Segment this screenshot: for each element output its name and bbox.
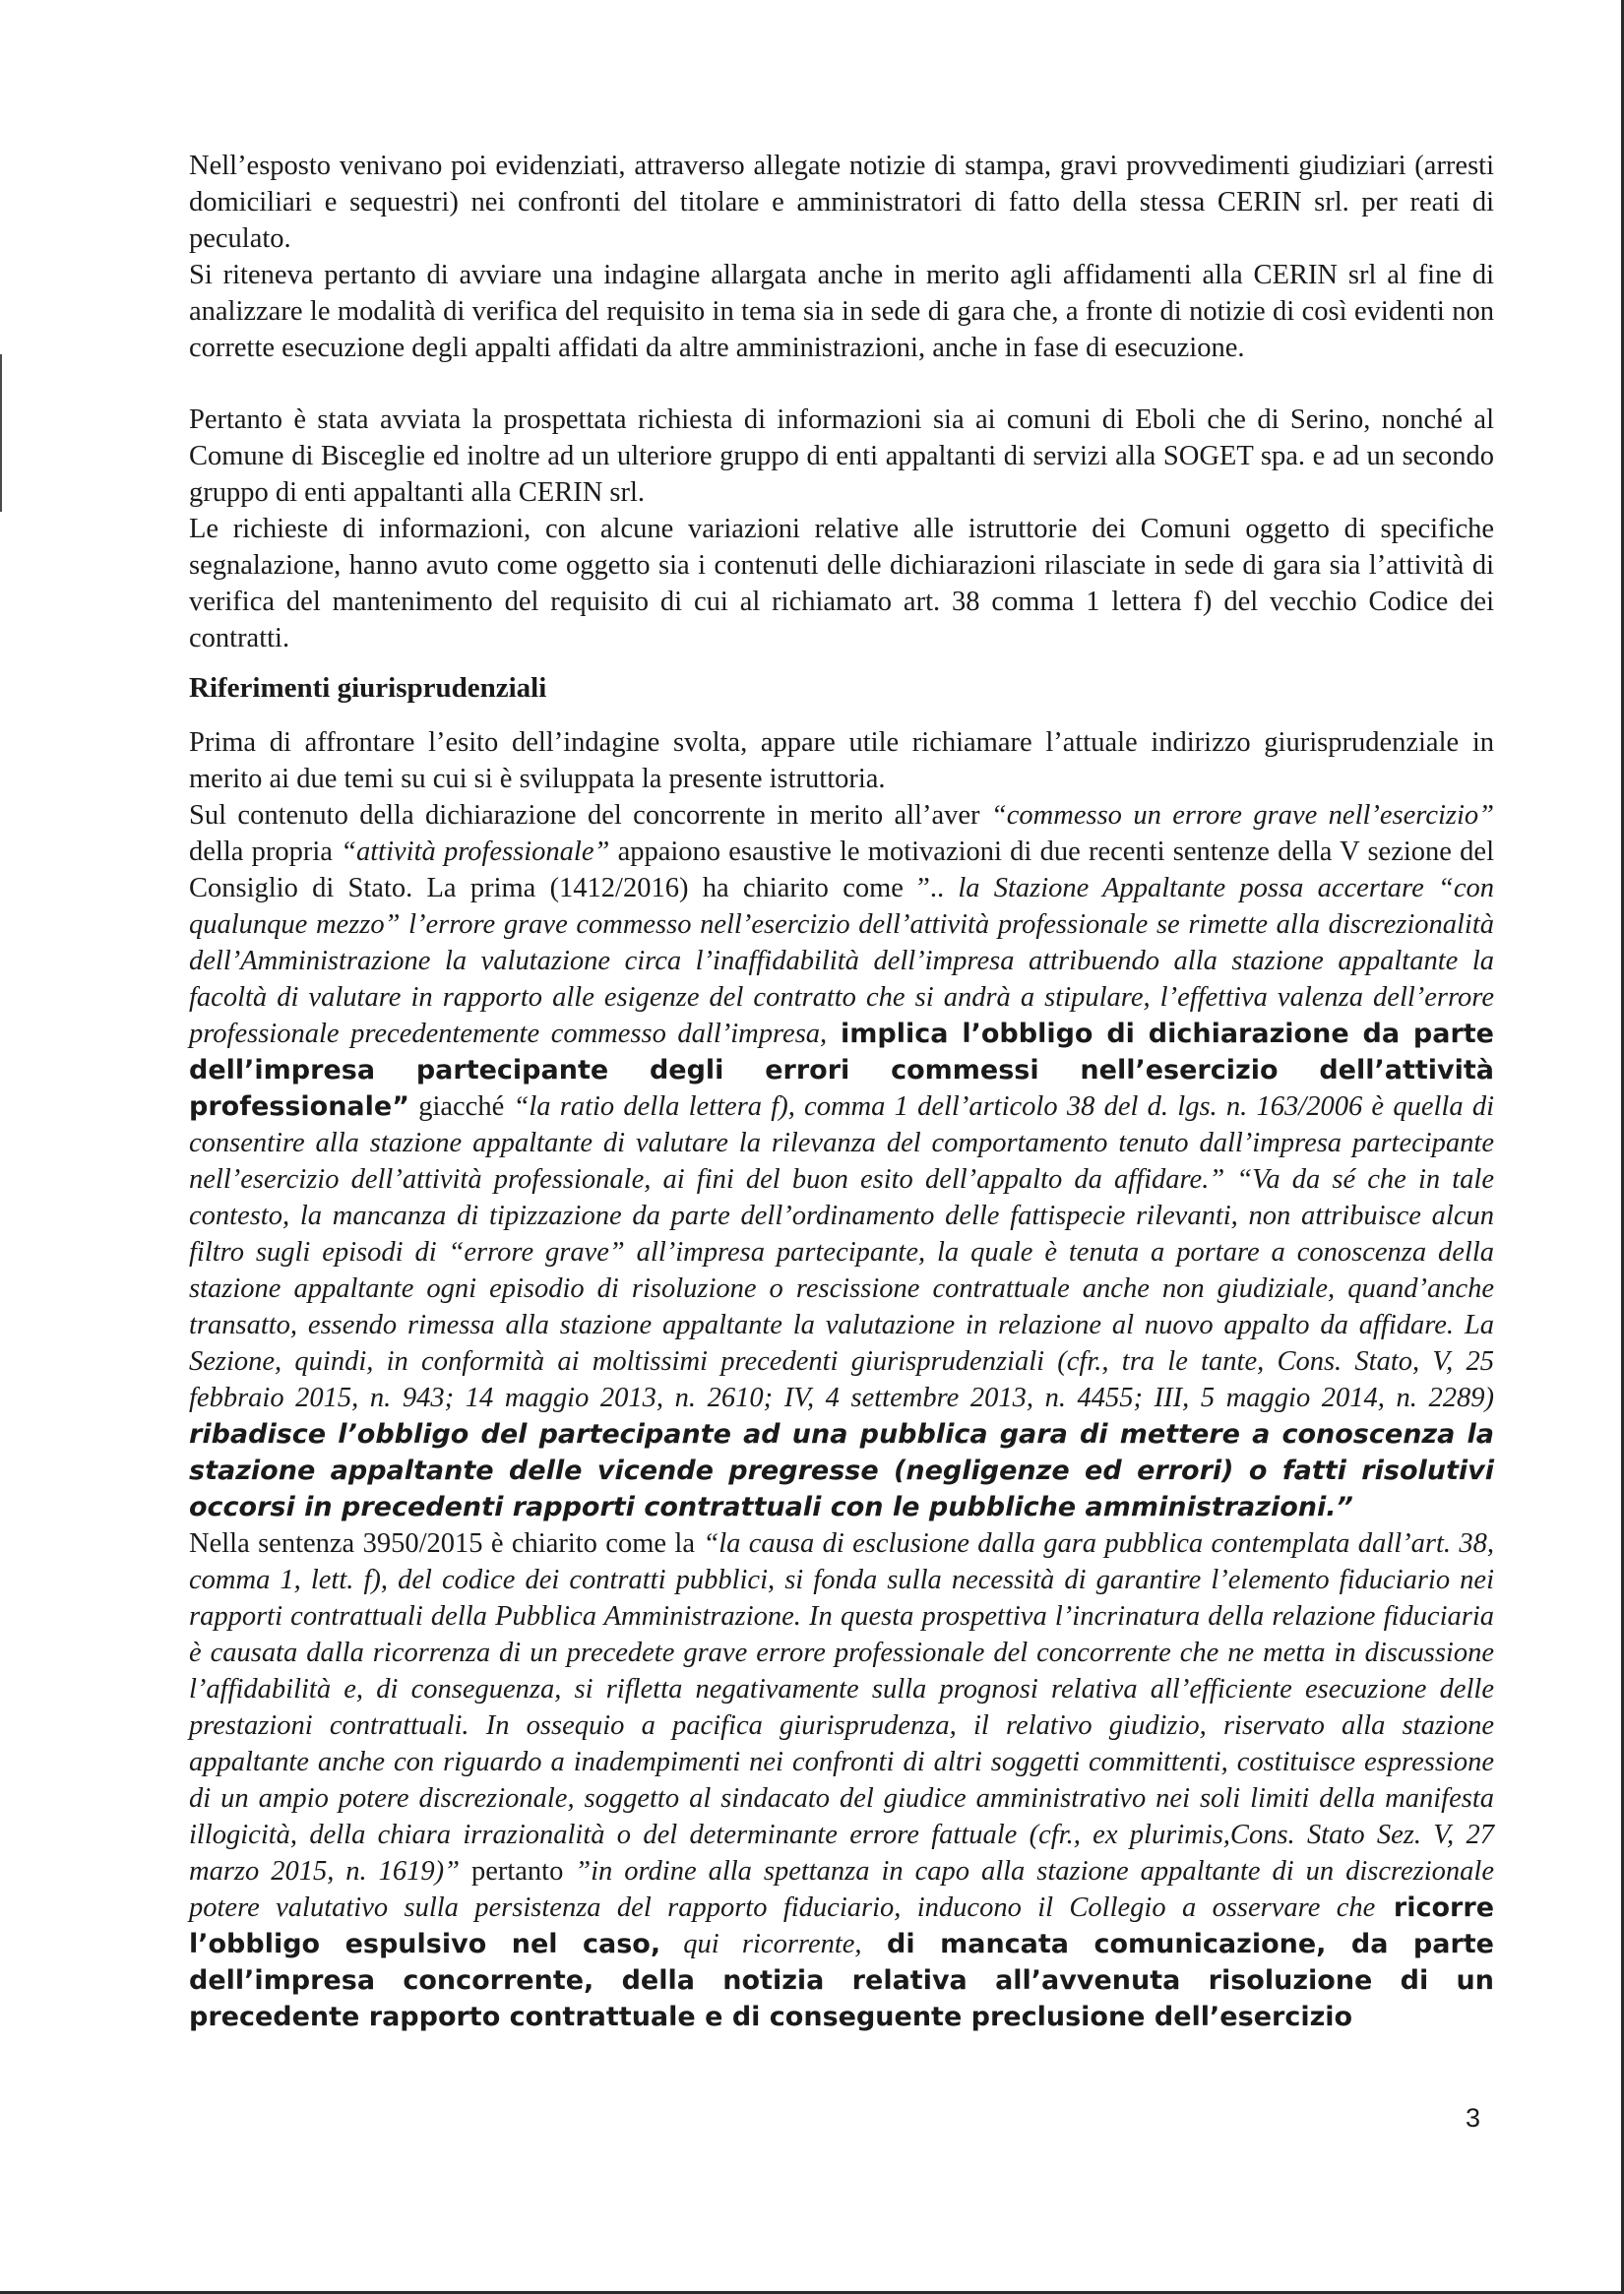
paragraph-richiesta: Pertanto è stata avviata la prospettata richiesta di informazioni sia ai comuni di Eboli che di Serino, nonché al Comune di Bisceglie ed inoltre ad un ulteriore gruppo di enti appaltanti di servizi alla SOGET spa. e ad un secondo gruppo di enti appaltanti alla CERIN srl. <box>189 404 1494 508</box>
scan-edge-left <box>0 354 2 512</box>
emphasis-run: ribadisce l’obbligo del partecipante ad una pubblica gara di mettere a conoscenza la stazione appaltante delle vicende pregresse (negligenze ed errori) o fatti risolutivi occorsi in precedenti rapporti contrattuali con le pubbliche amministrazioni.” <box>189 1419 1494 1522</box>
quote-run: “attività professionale” <box>341 837 610 867</box>
text-run: Nella sentenza 3950/2015 è chiarito come la <box>189 1528 704 1559</box>
emphasis-run: ricorre l’obbligo espulsivo nel caso, <box>189 1892 1495 1959</box>
paragraph-sentenza-1412 <box>189 797 1494 1525</box>
document-body <box>189 148 1494 2035</box>
emphasis-run: implica l’obbligo di dichiarazione da parte dell’impresa partecipante degli errori commessi nell’esercizio dell’attività professionale” <box>189 1019 1494 1122</box>
paragraph-richieste-informazioni: Le richieste di informazioni, con alcune variazioni relative alle istruttorie dei Comuni oggetto di specifiche segnalazione, hanno avuto come oggetto sia i contenuti delle dichiarazioni rilasciate in sede di gara sia l’attività di verifica del mantenimento del requisito di cui al richiamato art. 38 comma 1 lettera f) del vecchio Codice dei contratti. <box>189 514 1494 653</box>
text-run: appaiono esaustive le motivazioni di due recenti sentenze della V sezione del Consiglio di Stato. La prima (1412/2016) ha chiarito come ”.. <box>189 837 1494 903</box>
quote-run: “la causa di esclusione dalla gara pubblica contemplata dall’art. 38, comma 1, lett. f), del codice dei contratti pubblici, si fonda sulla necessità di garantire l’elemento fiduciario nei rapporti contrattuali della Pubblica Amministrazione. In questa prospettiva l’incrinatura della relazione fiduciaria è causata dalla ricorrenza di un precedete grave errore professionale del concorrente che ne metta in discussione l’affidabilità e, di conseguenza, si rifletta negativamente sulla prognosi relativa all’efficiente esecuzione delle prestazioni contrattuali. In ossequio a pacifica giurisprudenza, il relativo giudizio, riservato alla stazione appaltante anche con riguardo a inadempimenti nei confronti di altri soggetti committenti, costituisce espressione di un ampio potere discrezionale, soggetto al sindacato del giudice amministrativo nei soli limiti della manifesta illogicità, della chiara irrazionalità o del determinante errore fattuale (cfr., ex plurimis,Cons. Stato Sez. V, 27 marzo 2015, n. 1619)” <box>189 1528 1494 1887</box>
paragraph-premessa: Prima di affrontare l’esito dell’indagine svolta, appare utile richiamare l’attuale indirizzo giurisprudenziale in merito ai due temi su cui si è sviluppata la presente istruttoria. <box>189 727 1494 794</box>
page-number: 3 <box>1465 2103 1480 2133</box>
quote-run: qui ricorrente, <box>660 1929 862 1959</box>
quote-run: “commesso un errore grave nell’esercizio” <box>990 800 1495 831</box>
section-heading: Riferimenti giurisprudenziali <box>189 672 547 704</box>
paragraph-esposto: Nell’esposto venivano poi evidenziati, attraverso allegate notizie di stampa, gravi provvedimenti giudiziari (arresti domiciliari e sequestri) nei confronti del titolare e amministratori di fatto della stessa CERIN srl. per reati di peculato. <box>189 151 1494 254</box>
quote-run: ”in ordine alla spettanza in capo alla stazione appaltante di un discrezionale potere valutativo sulla persistenza del rapporto fiduciario, inducono il Collegio a osservare che <box>189 1856 1494 1923</box>
text-run: giacché <box>408 1091 514 1122</box>
emphasis-run: di mancata comunicazione, da parte dell’impresa concorrente, della notizia relativa all’avvenuta risoluzione di un precedente rapporto contrattuale e di conseguente preclusione dell’esercizio <box>189 1929 1494 2032</box>
quote-run: la Stazione Appaltante possa accertare “con qualunque mezzo” l’errore grave commesso nell’esercizio dell’attività professionale se rimette alla discrezionalità dell’Amministrazione la valutazione circa l’inaffidabilità dell’impresa attribuendo alla stazione appaltante la facoltà di valutare in rapporto alle esigenze del contratto che si andrà a stipulare, l’effettiva valenza dell’errore professionale precedentemente commesso dall’impresa, <box>189 873 1494 1049</box>
text-run: della propria <box>189 837 342 867</box>
text-run: Sul contenuto della dichiarazione del concorrente in merito all’aver <box>189 800 991 831</box>
paragraph-sentenza-3950 <box>189 1525 1494 2035</box>
paragraph-indagine: Si riteneva pertanto di avviare una indagine allargata anche in merito agli affidamenti alla CERIN srl al fine di analizzare le modalità di verifica del requisito in tema sia in sede di gara che, a fronte di notizie di così evidenti non corrette esecuzione degli appalti affidati da altre amministrazioni, anche in fase di esecuzione. <box>189 260 1494 363</box>
quote-run: “la ratio della lettera f), comma 1 dell’articolo 38 del d. lgs. n. 163/2006 è quella di consentire alla stazione appaltante di valutare la rilevanza del comportamento tenuto dall’impresa partecipante nell’esercizio dell’attività professionale, ai fini del buon esito dell’appalto da affidare.” “Va da sé che in tale contesto, la mancanza di tipizzazione da parte dell’ordinamento delle fattispecie rilevanti, non attribuisce alcun filtro sugli episodi di “errore grave” all’impresa partecipante, la quale è tenuta a portare a conoscenza della stazione appaltante ogni episodio di risoluzione o rescissione contrattuale anche non giudiziale, quand’anche transatto, essendo rimessa alla stazione appaltante la valutazione in relazione al nuovo appalto da affidare. La Sezione, quindi, in conformità ai moltissimi precedenti giurisprudenziali (cfr., tra le tante, Cons. Stato, V, 25 febbraio 2015, n. 943; 14 maggio 2013, n. 2610; IV, 4 settembre 2013, n. 4455; III, 5 maggio 2014, n. 2289) <box>189 1091 1494 1413</box>
text-run: pertanto <box>459 1856 576 1887</box>
